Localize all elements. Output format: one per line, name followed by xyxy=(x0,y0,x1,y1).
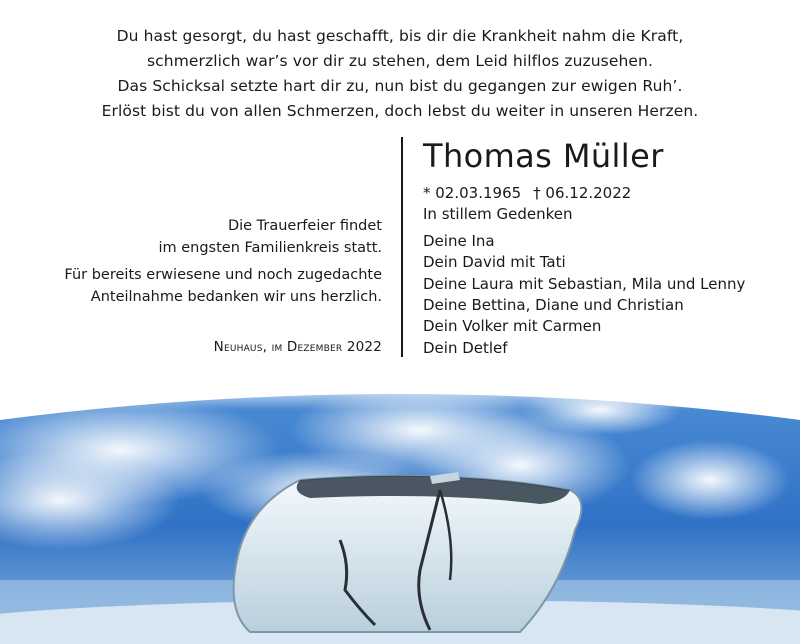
mourner: Deine Laura mit Sebastian, Mila und Lenny xyxy=(423,274,746,293)
vertical-divider xyxy=(401,137,403,357)
mourner: Deine Ina xyxy=(423,231,495,250)
thanks-line: Für bereits erwiesene und noch zugedachte xyxy=(64,267,382,283)
deceased-block xyxy=(423,136,745,359)
ceremony-text xyxy=(64,216,382,259)
mourner: Dein Volker mit Carmen xyxy=(423,317,602,336)
remembrance-line: In stillem Gedenken xyxy=(423,205,573,224)
thanks-line: Anteilnahme bedanken wir uns herzlich. xyxy=(90,288,382,305)
birth-date: * 02.03.1965 xyxy=(423,184,522,202)
mourner: Dein Detlef xyxy=(423,338,508,357)
boat-on-water-image xyxy=(0,380,800,644)
poem-line: schmerzlich war’s vor dir zu stehen, dem Leid hilflos zuzusehen. xyxy=(146,52,654,70)
poem xyxy=(0,24,800,124)
mourner: Deine Bettina, Diane und Christian xyxy=(423,296,684,315)
poem-line: Du hast gesorgt, du hast geschafft, bis dir die Krankheit nahm die Kraft, xyxy=(116,27,684,45)
death-date: † 06.12.2022 xyxy=(533,184,632,202)
ceremony-line: Die Trauerfeier findet xyxy=(227,218,382,234)
funeral-notice xyxy=(64,216,382,308)
boat-photo xyxy=(0,380,800,644)
ceremony-line: im engsten Familienkreis statt. xyxy=(158,239,382,256)
place-and-date: Neuhaus, im Dezember 2022 xyxy=(213,339,382,355)
mourners-list xyxy=(423,231,745,359)
deceased-name: Thomas Müller xyxy=(423,137,664,175)
poem-line: Das Schicksal setzte hart dir zu, nun bist du gegangen zur ewigen Ruh’. xyxy=(117,77,683,95)
life-dates xyxy=(423,183,745,204)
poem-line: Erlöst bist du von allen Schmerzen, doch lebst du weiter in unseren Herzen. xyxy=(101,102,699,120)
mourner: Dein David mit Tati xyxy=(423,253,566,272)
thanks-text xyxy=(64,265,382,308)
